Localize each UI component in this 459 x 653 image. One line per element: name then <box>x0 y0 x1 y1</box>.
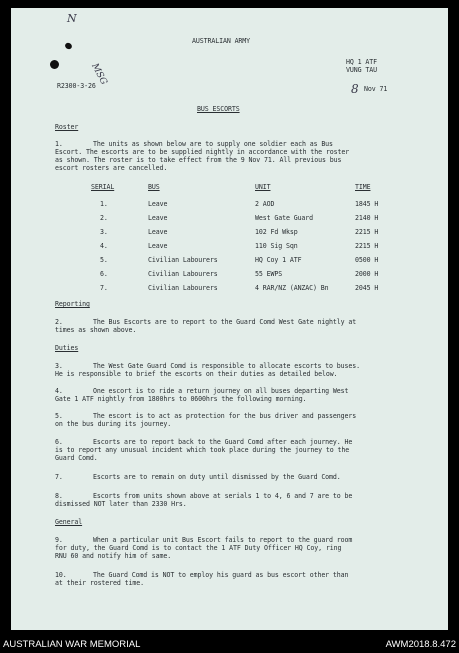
file-reference: R2300-3-26 <box>57 82 96 90</box>
para-line: The escort is to act as protection for the bus driver and passengers <box>93 412 357 420</box>
table-cell-time: 2215 H <box>355 228 379 236</box>
table-cell-time: 2000 H <box>355 270 379 278</box>
para-number: 5. <box>55 412 63 420</box>
ink-blot <box>50 60 59 69</box>
para-line: Guard Comd. <box>55 454 98 462</box>
para-line: He is responsible to brief the escorts on their duties as detailed below. <box>55 370 338 378</box>
footer-bar <box>0 631 459 653</box>
table-cell-serial: 6. <box>100 270 108 278</box>
table-header-bus: BUS <box>148 183 160 191</box>
para-number: 6. <box>55 438 63 446</box>
para-line: One escort is to ride a return journey on all buses departing West <box>93 387 349 395</box>
table-cell-serial: 7. <box>100 284 108 292</box>
section-heading-reporting: Reporting <box>55 300 90 308</box>
table-cell-serial: 5. <box>100 256 108 264</box>
para-number: 3. <box>55 362 63 370</box>
para-number: 4. <box>55 387 63 395</box>
subject-title: BUS ESCORTS <box>197 105 240 113</box>
table-cell-time: 1845 H <box>355 200 379 208</box>
location: VUNG TAU <box>346 66 377 74</box>
table-cell-unit: 2 AOD <box>255 200 275 208</box>
para-line: is to report any unusual incident which took place during the journey to the <box>55 446 350 454</box>
ink-blot-2 <box>64 42 73 51</box>
table-cell-serial: 2. <box>100 214 108 222</box>
table-cell-time: 0500 H <box>355 256 379 264</box>
section-heading-general: General <box>55 518 83 526</box>
table-cell-bus: Leave <box>148 228 168 236</box>
para-line: Gate 1 ATF nightly from 1800hrs to 0600hrs the following morning. <box>55 395 307 403</box>
section-heading-roster: Roster <box>55 123 79 131</box>
table-header-serial: SERIAL <box>91 183 115 191</box>
para-line: The Bus Escorts are to report to the Guard Comd West Gate nightly at <box>93 318 357 326</box>
para-number: 10. <box>55 571 67 579</box>
table-cell-time: 2140 H <box>355 214 379 222</box>
para-line: The units as shown below are to supply one soldier each as Bus <box>93 140 333 148</box>
table-cell-time: 2215 H <box>355 242 379 250</box>
section-heading-duties: Duties <box>55 344 79 352</box>
table-header-time: TIME <box>355 183 371 191</box>
para-number: 7. <box>55 473 63 481</box>
para-line: dismissed NOT later than 2330 Hrs. <box>55 500 187 508</box>
para-number: 8. <box>55 492 63 500</box>
para-line: at their rostered time. <box>55 579 145 587</box>
table-cell-bus: Civilian Labourers <box>148 256 218 264</box>
para-number: 9. <box>55 536 63 544</box>
footer-credit: AUSTRALIAN WAR MEMORIAL <box>3 639 141 650</box>
table-cell-bus: Civilian Labourers <box>148 284 218 292</box>
table-cell-unit: 55 EWPS <box>255 270 283 278</box>
para-line: The Guard Comd is NOT to employ his guard as bus escort other than <box>93 571 349 579</box>
table-cell-unit: 110 Sig Sqn <box>255 242 298 250</box>
para-line: escort rosters are cancelled. <box>55 164 168 172</box>
document-page <box>11 8 448 630</box>
para-line: RNU 60 and notify him of same. <box>55 552 172 560</box>
table-cell-bus: Leave <box>148 242 168 250</box>
from-unit: HQ 1 ATF <box>346 58 377 66</box>
para-line: as shown. The roster is to take effect from the 9 Nov 71. All previous bus <box>55 156 342 164</box>
handwritten-mark: MSG <box>89 62 109 87</box>
para-line: Escorts from units shown above at serials 1 to 4, 6 and 7 are to be <box>93 492 353 500</box>
table-cell-bus: Civilian Labourers <box>148 270 218 278</box>
table-cell-bus: Leave <box>148 200 168 208</box>
date: Nov 71 <box>364 85 388 93</box>
para-line: for duty, the Guard Comd is to contact the 1 ATF Duty Officer HQ Coy, ring <box>55 544 342 552</box>
table-cell-serial: 3. <box>100 228 108 236</box>
para-number: 1. <box>55 140 63 148</box>
table-cell-unit: 102 Fd Wksp <box>255 228 298 236</box>
table-cell-serial: 1. <box>100 200 108 208</box>
document-heading: AUSTRALIAN ARMY <box>192 37 251 45</box>
table-cell-time: 2045 H <box>355 284 379 292</box>
para-number: 2. <box>55 318 63 326</box>
table-cell-unit: HQ Coy 1 ATF <box>255 256 302 264</box>
date-day: 8 <box>351 82 359 96</box>
para-line: times as shown above. <box>55 326 137 334</box>
para-line: Escorts are to remain on duty until dismissed by the Guard Comd. <box>93 473 341 481</box>
para-line: on the bus during its journey. <box>55 420 172 428</box>
para-line: Escort. The escorts are to be supplied nightly in accordance with the roster <box>55 148 350 156</box>
handwritten-tick: N <box>67 12 77 25</box>
table-cell-bus: Leave <box>148 214 168 222</box>
para-line: Escorts are to report back to the Guard Comd after each journey. He <box>93 438 353 446</box>
table-header-unit: UNIT <box>255 183 271 191</box>
para-line: When a particular unit Bus Escort fails to report to the guard room <box>93 536 353 544</box>
para-line: The West Gate Guard Comd is responsible to allocate escorts to buses. <box>93 362 361 370</box>
footer-accession-number: AWM2018.8.472 <box>385 639 456 650</box>
table-cell-serial: 4. <box>100 242 108 250</box>
table-cell-unit: 4 RAR/NZ (ANZAC) Bn <box>255 284 329 292</box>
table-cell-unit: West Gate Guard <box>255 214 314 222</box>
